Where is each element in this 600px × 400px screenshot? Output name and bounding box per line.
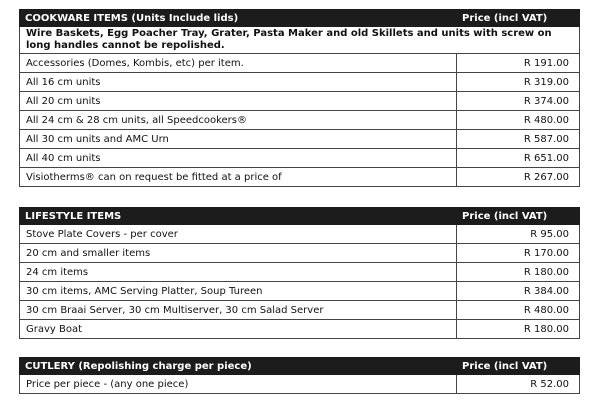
cookware-note: Wire Baskets, Egg Poacher Tray, Grater, Pasta Maker and old Skillets and units with screw on long handles cannot be repolished. [20, 27, 580, 54]
item-name: All 40 cm units [20, 149, 457, 168]
lifestyle-title: LIFESTYLE ITEMS [20, 208, 457, 225]
item-name: Accessories (Domes, Kombis, etc) per item. [20, 54, 457, 73]
item-price: R 384.00 [457, 282, 580, 301]
item-name: Price per piece - (any one piece) [20, 375, 457, 394]
item-price: R 374.00 [457, 92, 580, 111]
table-row [20, 375, 580, 394]
item-name: All 20 cm units [20, 92, 457, 111]
table-row [20, 301, 580, 320]
item-price: R 170.00 [457, 244, 580, 263]
cutlery-price-header: Price (incl VAT) [457, 358, 580, 375]
table-row [20, 149, 580, 168]
item-price: R 191.00 [457, 54, 580, 73]
lifestyle-table [19, 207, 580, 339]
table-row [20, 54, 580, 73]
item-price: R 480.00 [457, 111, 580, 130]
table-row [20, 111, 580, 130]
cookware-table [19, 9, 580, 187]
item-name: All 30 cm units and AMC Urn [20, 130, 457, 149]
item-price: R 52.00 [457, 375, 580, 394]
item-name: All 24 cm & 28 cm units, all Speedcookers® [20, 111, 457, 130]
table-row [20, 282, 580, 301]
item-name: Gravy Boat [20, 320, 457, 339]
cutlery-header-row [20, 358, 580, 375]
item-price: R 267.00 [457, 168, 580, 187]
item-price: R 180.00 [457, 320, 580, 339]
item-price: R 587.00 [457, 130, 580, 149]
item-name: Visiotherms® can on request be fitted at a price of [20, 168, 457, 187]
item-price: R 480.00 [457, 301, 580, 320]
cookware-title: COOKWARE ITEMS (Units Include lids) [20, 10, 457, 27]
item-price: R 651.00 [457, 149, 580, 168]
cookware-note-row [20, 27, 580, 54]
table-row [20, 73, 580, 92]
cutlery-title: CUTLERY (Repolishing charge per piece) [20, 358, 457, 375]
item-name: All 16 cm units [20, 73, 457, 92]
table-row [20, 225, 580, 244]
item-name: 30 cm items, AMC Serving Platter, Soup Tureen [20, 282, 457, 301]
cookware-price-header: Price (incl VAT) [457, 10, 580, 27]
table-row [20, 320, 580, 339]
cookware-header-row [20, 10, 580, 27]
lifestyle-price-header: Price (incl VAT) [457, 208, 580, 225]
table-row [20, 92, 580, 111]
table-row [20, 244, 580, 263]
table-row [20, 263, 580, 282]
cutlery-table [19, 357, 580, 394]
item-price: R 319.00 [457, 73, 580, 92]
lifestyle-header-row [20, 208, 580, 225]
item-price: R 180.00 [457, 263, 580, 282]
table-row [20, 168, 580, 187]
item-name: 20 cm and smaller items [20, 244, 457, 263]
table-row [20, 130, 580, 149]
item-name: Stove Plate Covers - per cover [20, 225, 457, 244]
item-price: R 95.00 [457, 225, 580, 244]
item-name: 24 cm items [20, 263, 457, 282]
item-name: 30 cm Braai Server, 30 cm Multiserver, 30 cm Salad Server [20, 301, 457, 320]
